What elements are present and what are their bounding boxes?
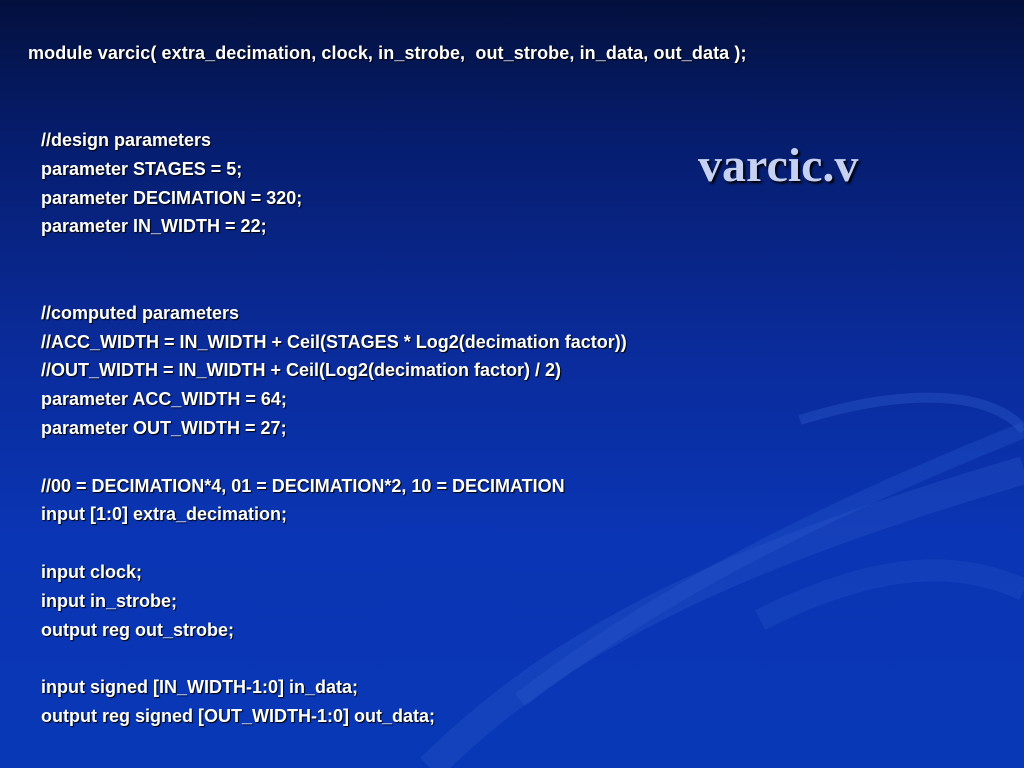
code-line: input signed [IN_WIDTH-1:0] in_data;	[41, 677, 358, 698]
code-line: //OUT_WIDTH = IN_WIDTH + Ceil(Log2(decimation factor) / 2)	[41, 360, 562, 381]
code-line	[41, 241, 627, 270]
code-line: input clock;	[41, 561, 143, 582]
code-line: //00 = DECIMATION*4, 01 = DECIMATION*2, 10 = DECIMATION	[41, 475, 565, 496]
code-line: //design parameters	[41, 130, 212, 150]
file-name-title: varcic.v	[698, 139, 859, 192]
code-line	[41, 529, 627, 558]
code-line: parameter OUT_WIDTH = 27;	[41, 417, 287, 438]
code-line: parameter STAGES = 5;	[41, 158, 243, 179]
code-line: output reg out_strobe;	[41, 619, 234, 640]
code-line	[41, 443, 627, 472]
code-block	[41, 126, 627, 731]
code-line	[41, 270, 627, 299]
code-line: //ACC_WIDTH = IN_WIDTH + Ceil(STAGES * Log2(decimation factor))	[41, 331, 627, 352]
code-line: parameter DECIMATION = 320;	[41, 187, 303, 208]
code-line: output reg signed [OUT_WIDTH-1:0] out_data;	[41, 705, 435, 726]
code-line: input [1:0] extra_decimation;	[41, 504, 288, 525]
code-line	[41, 644, 627, 673]
module-declaration-line: module varcic( extra_decimation, clock, in_strobe, out_strobe, in_data, out_data );	[28, 43, 747, 63]
code-line: input in_strobe;	[41, 590, 177, 611]
code-line: //computed parameters	[41, 302, 240, 323]
code-line: parameter IN_WIDTH = 22;	[41, 216, 267, 237]
code-line: parameter ACC_WIDTH = 64;	[41, 389, 287, 410]
